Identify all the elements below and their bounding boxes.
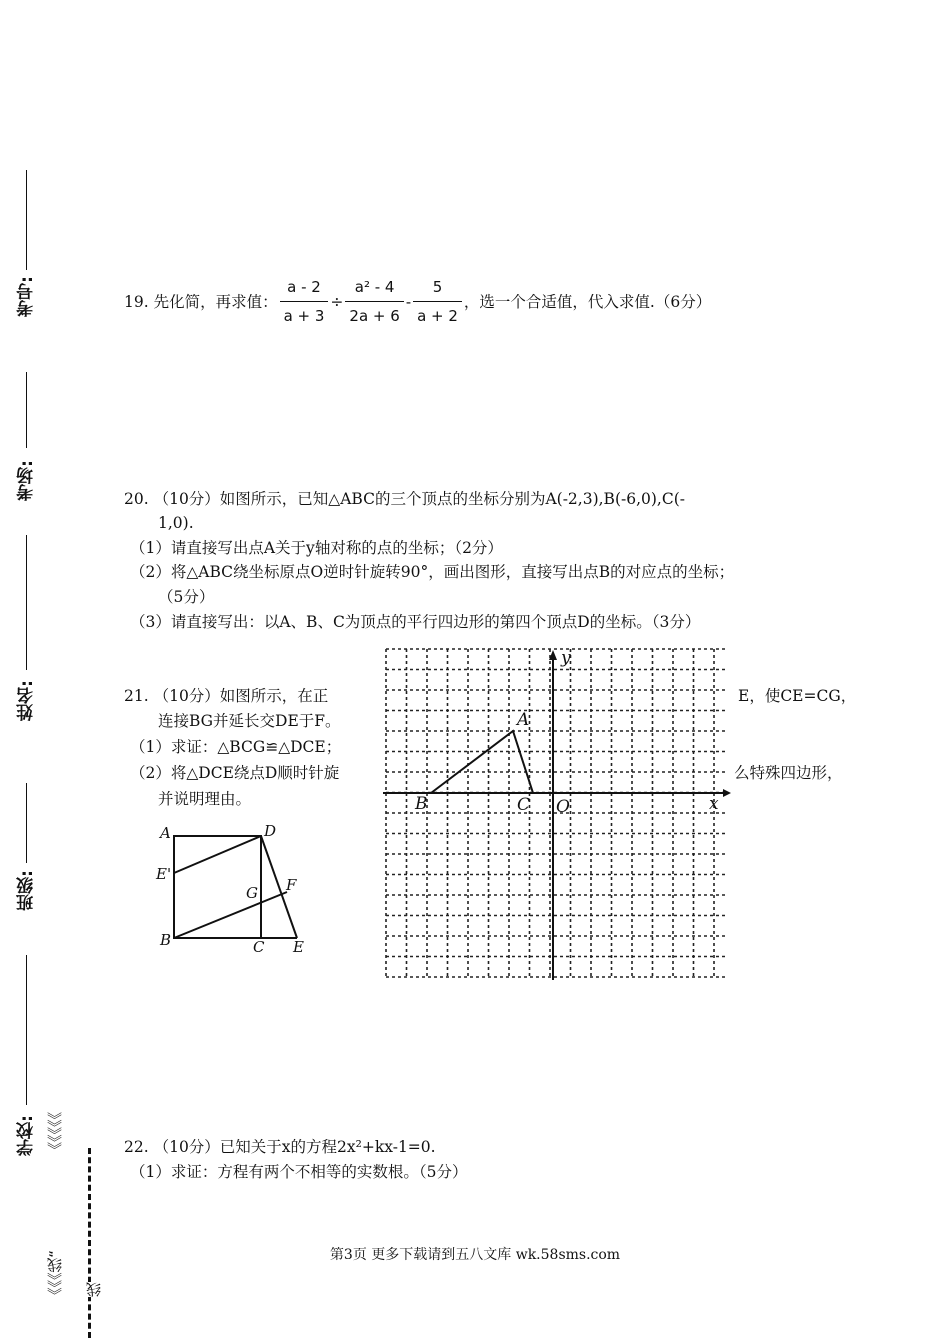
binding-rule [26,170,27,270]
seal-line-word: 线 [85,1282,103,1297]
school-label: 学校: [17,1115,37,1156]
q22-part1: （1）求证：方程有两个不相等的实数根。（5分） [130,1163,468,1181]
label-y: y [561,648,571,668]
binding-rule [26,535,27,670]
binding-rule [26,783,27,863]
exam-room-label: 考场: [17,460,37,501]
class-label: 班级: [17,870,37,911]
q20-line2: 1,0). [158,514,194,532]
label-A: A [517,710,530,730]
q20-part3: （3）请直接写出：以A、B、C为顶点的平行四边形的第四个顶点D的坐标。（3分） [130,613,701,631]
page-footer: 第3页 更多下载请到五八文库 wk.58sms.com [329,1247,621,1263]
q22-line1: 22. （10分）已知关于x的方程2x²+kx-1=0. [124,1138,436,1156]
exam-number-label: 考号: [17,276,37,317]
label-E: E [293,938,304,956]
label-E-prime: E' [156,865,172,883]
label-F: F [286,876,297,894]
fraction: $\frac{5}{a + 2}$ [413,275,462,328]
q21-part2b: 么特殊四边形， [734,764,843,782]
q21-part2a: （2）将△DCE绕点D顺时针旋 [130,764,340,782]
q19-suffix: ，选一个合适值，代入求值.（6分） [463,292,712,311]
label-A: A [160,824,171,842]
fraction: $\frac{a - 2}{a + 3}$ [280,275,329,328]
label-D: D [264,822,277,840]
label-x: x [709,794,719,814]
label-G: G [246,884,258,902]
label-C: C [517,795,531,815]
q21-line1a: 21. （10分）如图所示，在正 [124,687,329,705]
seal-dashed-line [88,1148,91,1338]
seal-marks: 《《《《《 [46,1112,64,1157]
segment-e1d [174,836,261,873]
q21-part1: （1）求证：△BCG≌△DCE； [130,738,342,756]
q21-part2c: 并说明理由。 [158,790,252,808]
segment-bf [174,892,287,938]
name-label: 姓名: [17,680,37,721]
seal-marks: 《《《线“ [46,1250,64,1303]
q20-part2-score: （5分） [158,588,215,606]
label-B: B [160,931,172,949]
q19-prefix: 19. 先化简，再求值： [124,292,278,311]
question-19: 19. 先化简，再求值： $\frac{a - 2}{a + 3}$ ÷ $\frac{\text{a² - 4}}{2a + 6}$ - $\frac{5}{a + 2}$ ，选一个合适值，代入求值.（6分） [124,275,711,328]
q20-part1: （1）请直接写出点A关于y轴对称的点的坐标；（2分） [130,539,503,557]
label-O: O [556,797,570,817]
q20-part2: （2）将△ABC绕坐标原点O逆时针旋转90°，画出图形，直接写出点B的对应点的坐标； [130,563,735,581]
label-C: C [253,938,265,956]
label-B: B [415,794,428,814]
q21-line1b: E，使CE=CG， [738,687,857,705]
q20-line1: 20. （10分）如图所示，已知△ABC的三个顶点的坐标分别为A(-2,3),B(-6,0),C(- [124,490,685,508]
fraction: $\frac{\text{a² - 4}}{2a + 6}$ [345,275,403,328]
figure-q21 [150,818,320,958]
binding-rule [26,955,27,1105]
binding-rule [26,372,27,448]
q21-line2: 连接BG并延长交DE于F。 [158,712,341,730]
figure-q20-grid [383,646,731,980]
